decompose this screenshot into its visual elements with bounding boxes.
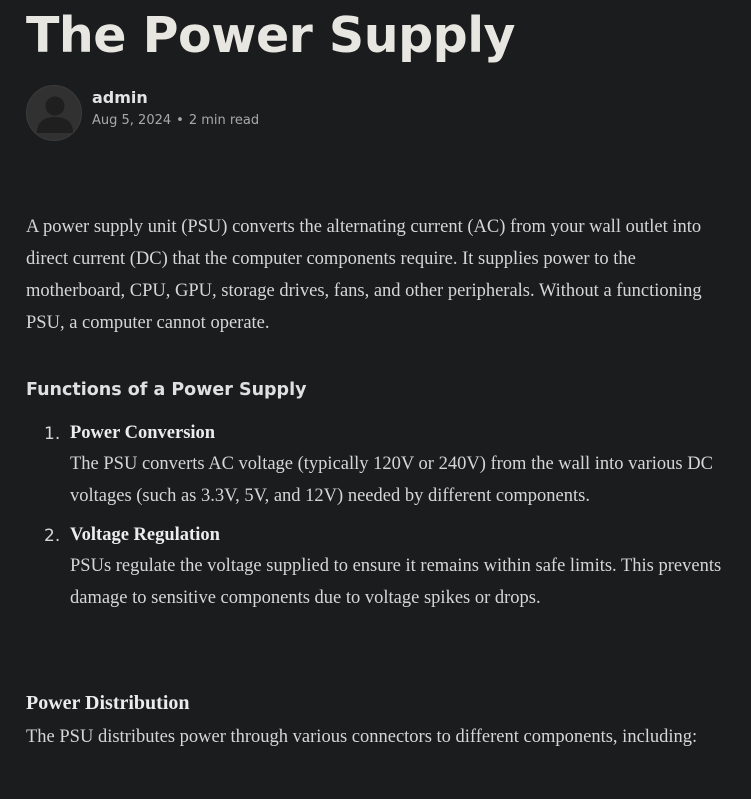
list-item-text: The PSU converts AC voltage (typically 120V or 240V) from the wall into various DC voltages (such as 3.3V, 5V, and 12V) needed by different components. <box>70 454 713 506</box>
list-item-title: Power Conversion <box>70 423 216 443</box>
post-date: Aug 5, 2024 <box>92 113 172 128</box>
list-item <box>26 418 726 512</box>
functions-heading: Functions of a Power Supply <box>26 380 307 400</box>
list-item-text: PSUs regulate the voltage supplied to ensure it remains within safe limits. This prevents damage to sensitive components due to voltage spikes or drops. <box>70 556 722 608</box>
avatar[interactable] <box>26 85 82 141</box>
distribution-heading: Power Distribution <box>26 692 190 714</box>
functions-list <box>26 418 726 622</box>
list-item <box>26 520 726 614</box>
list-item-number: 1. <box>44 424 61 444</box>
list-item-title: Voltage Regulation <box>70 525 220 545</box>
intro-paragraph: A power supply unit (PSU) converts the alternating current (AC) from your wall outlet into direct current (DC) that the computer components require. It supplies power to the motherboard, CPU, GPU, storage drives, fans, and other peripherals. Without a functioning PSU, a computer cannot operate. <box>26 217 702 333</box>
read-time: 2 min read <box>188 113 260 128</box>
author-byline <box>26 84 259 142</box>
post-meta <box>92 112 259 130</box>
author-meta <box>92 88 260 130</box>
user-silhouette-icon <box>27 86 82 141</box>
intro-section <box>26 211 726 339</box>
meta-separator: • <box>176 113 184 128</box>
page-title: The Power Supply <box>26 7 515 64</box>
distribution-paragraph: The PSU distributes power through various connectors to different components, including: <box>26 727 698 747</box>
author-name[interactable]: admin <box>92 88 148 107</box>
list-item-number: 2. <box>44 526 61 546</box>
